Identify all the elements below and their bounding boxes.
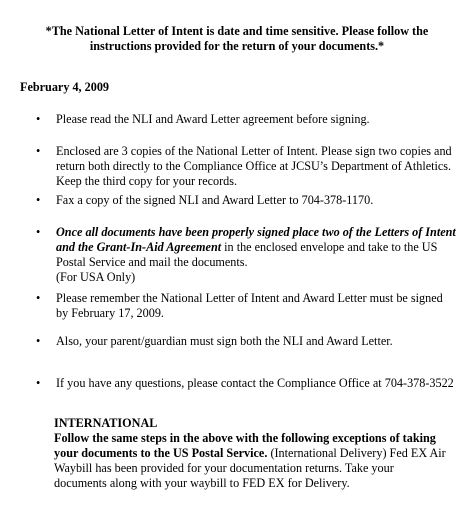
international-text: your documents to the US Postal Service. xyxy=(54,446,268,460)
list-item-text: by February 17, 2009. xyxy=(56,306,164,320)
bullet-icon xyxy=(36,112,46,127)
list-item xyxy=(56,376,466,391)
list-item-text: Keep the third copy for your records. xyxy=(56,174,238,188)
list-item-text: If you have any questions, please contact the Compliance Office at 704-378-3522 xyxy=(56,376,454,390)
list-item-emphasis: Once all documents have been properly signed place two of the Letters of Intent xyxy=(56,225,456,239)
international-text-line xyxy=(54,446,466,461)
list-item-text: return both directly to the Compliance Office at JCSU’s Department of Athletics. xyxy=(56,159,452,173)
list-item-text-line xyxy=(56,240,466,255)
list-item-text: (For USA Only) xyxy=(56,270,136,284)
list-item-text: Postal Service and mail the documents. xyxy=(56,255,248,269)
bullet-icon xyxy=(36,193,46,208)
notice-line-2: instructions provided for the return of your documents.* xyxy=(89,39,385,53)
letter-date: February 4, 2009 xyxy=(20,80,110,94)
list-item-text: Please remember the National Letter of Intent and Award Letter must be signed xyxy=(56,291,443,305)
bullet-icon xyxy=(36,334,46,349)
bullet-icon xyxy=(36,291,46,306)
list-item xyxy=(56,112,466,127)
international-text: (International Delivery) Fed EX Air xyxy=(267,446,446,460)
international-text: Waybill has been provided for your documentation returns. Take your xyxy=(54,461,394,475)
bullet-icon xyxy=(36,225,46,240)
list-item xyxy=(56,225,466,285)
bullet-icon xyxy=(36,376,46,391)
list-item-text: Fax a copy of the signed NLI and Award Letter to 704-378-1170. xyxy=(56,193,374,207)
list-item xyxy=(56,144,466,189)
notice-heading xyxy=(20,24,454,54)
list-item-emphasis: and the Grant-In-Aid Agreement xyxy=(56,240,222,254)
list-item-text: Also, your parent/guardian must sign both the NLI and Award Letter. xyxy=(56,334,393,348)
international-section xyxy=(54,416,466,491)
international-title: INTERNATIONAL xyxy=(54,416,158,430)
list-item-text: in the enclosed envelope and take to the US xyxy=(221,240,438,254)
list-item xyxy=(56,291,466,321)
list-item xyxy=(56,193,466,208)
international-text: documents along with your waybill to FED EX for Delivery. xyxy=(54,476,350,490)
international-text: Follow the same steps in the above with the following exceptions of taking xyxy=(54,431,436,445)
list-item xyxy=(56,334,466,349)
list-item-text: Please read the NLI and Award Letter agreement before signing. xyxy=(56,112,370,126)
list-item-text: Enclosed are 3 copies of the National Letter of Intent. Please sign two copies and xyxy=(56,144,452,158)
notice-line-1: *The National Letter of Intent is date and time sensitive. Please follow the xyxy=(45,24,429,38)
bullet-icon xyxy=(36,144,46,159)
